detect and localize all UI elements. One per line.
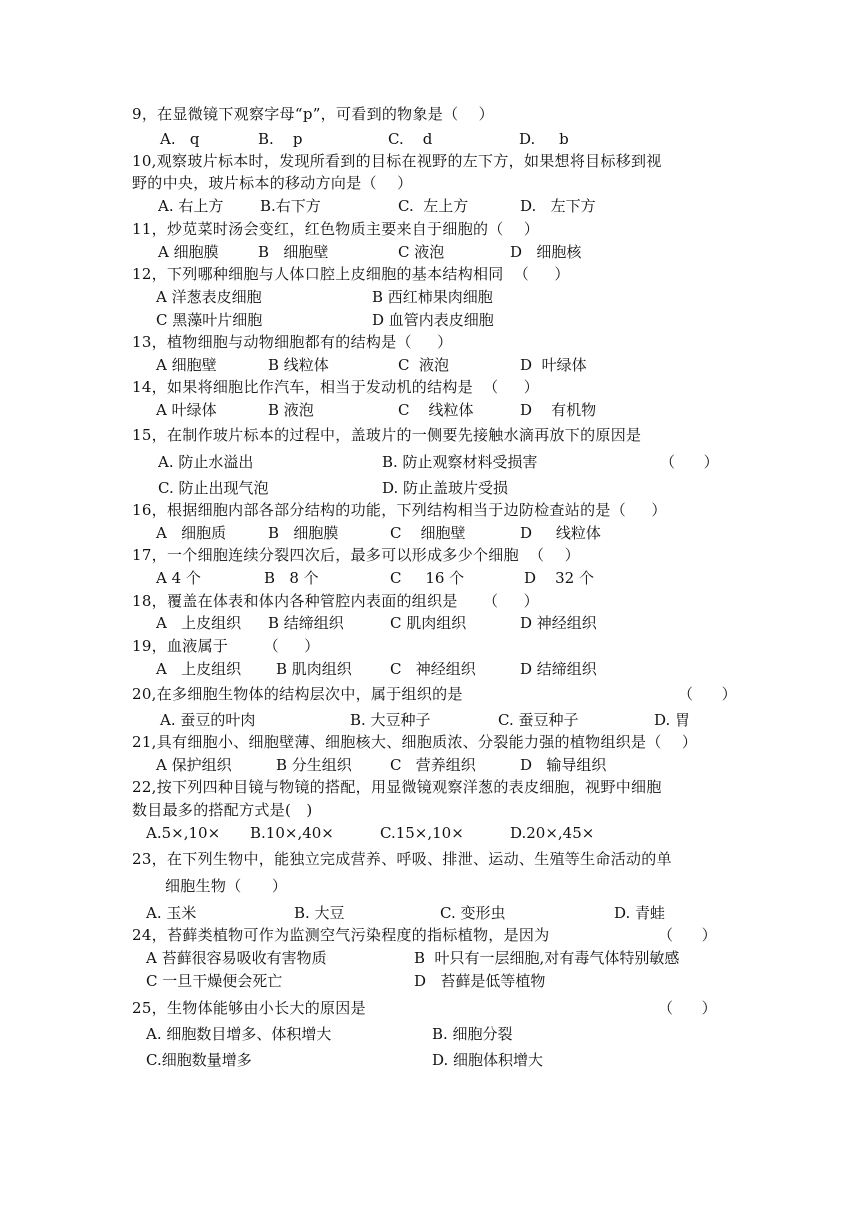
option-d: D 结缔组织 <box>520 660 597 678</box>
option-a: A 细胞质 <box>156 524 227 542</box>
option-d: D 神经组织 <box>520 614 597 632</box>
option-c: C.15×,10× <box>380 824 464 842</box>
option-d: D 细胞核 <box>510 243 582 261</box>
question-17-stem: 17，一个细胞连续分裂四次后，最多可以形成多少个细胞 （ ） <box>132 546 580 564</box>
option-b: B 叶只有一层细胞,对有毒气体特别敏感 <box>414 949 680 967</box>
option-c: C 16 个 <box>390 569 465 587</box>
option-c: C 黑藻叶片细胞 <box>156 311 263 329</box>
question-14-stem: 14，如果将细胞比作汽车，相当于发动机的结构是 （ ） <box>132 378 540 396</box>
question-20-stem: 20,在多细胞生物体的结构层次中，属于组织的是 <box>132 685 463 703</box>
answer-paren: （ ） <box>678 685 737 703</box>
option-a: A. 防止水溢出 <box>158 453 254 471</box>
option-b: B 线粒体 <box>268 356 329 374</box>
option-a: A 叶绿体 <box>156 401 217 419</box>
question-13-stem: 13，植物细胞与动物细胞都有的结构是（ ） <box>132 333 453 351</box>
option-c: C. 左上方 <box>398 197 469 215</box>
question-22-stem-cont: 数目最多的搭配方式是( ) <box>132 801 313 819</box>
option-b: B. 防止观察材料受损害 <box>382 453 538 471</box>
answer-paren: （ ） <box>660 453 719 471</box>
option-b: B 分生组织 <box>276 756 352 774</box>
question-23-stem: 23，在下列生物中，能独立完成营养、呼吸、排泄、运动、生殖等生命活动的单 <box>132 850 672 868</box>
option-c: C.细胞数量增多 <box>146 1051 252 1069</box>
option-c: C 一旦干燥便会死亡 <box>146 972 283 990</box>
option-a: A 上皮组织 <box>156 614 242 632</box>
option-c: C 液泡 <box>398 243 445 261</box>
option-d: D. b <box>519 130 569 148</box>
answer-paren: （ ） <box>658 926 717 944</box>
option-c: C. 防止出现气泡 <box>158 479 269 497</box>
option-d: D.20×,45× <box>510 824 595 842</box>
option-a: A 苔藓很容易吸收有害物质 <box>146 949 327 967</box>
option-a: A 洋葱表皮细胞 <box>156 288 262 306</box>
option-a: A 上皮组织 <box>156 660 242 678</box>
option-d: D. 细胞体积增大 <box>432 1051 544 1069</box>
question-18-stem: 18，覆盖在体表和体内各种管腔内表面的组织是 （ ） <box>132 592 539 610</box>
option-a: A. 蚕豆的叶肉 <box>160 711 256 729</box>
option-b: B 肌肉组织 <box>276 660 352 678</box>
option-d: D 输导组织 <box>520 756 607 774</box>
option-d: D 有机物 <box>520 401 597 419</box>
option-c: C. 变形虫 <box>440 904 506 922</box>
question-9-stem: 9，在显微镜下观察字母“p”，可看到的物象是（ ） <box>132 105 494 123</box>
option-b: B 8 个 <box>264 569 319 587</box>
option-b: B. 大豆 <box>294 904 345 922</box>
option-a: A 保护组织 <box>156 756 232 774</box>
option-c: C 神经组织 <box>390 660 476 678</box>
option-a: A. q <box>160 130 200 148</box>
option-c: C 肌肉组织 <box>390 614 467 632</box>
option-d: D 32 个 <box>524 569 594 587</box>
question-16-stem: 16，根据细胞内部各部分结构的功能，下列结构相当于边防检查站的是（ ） <box>132 501 667 519</box>
option-b: B. 细胞分裂 <box>432 1025 513 1043</box>
option-d: D 叶绿体 <box>520 356 587 374</box>
option-c: C. 蚕豆种子 <box>498 711 579 729</box>
option-c: C. d <box>388 130 433 148</box>
option-c: C 营养组织 <box>390 756 476 774</box>
question-10-stem: 10,观察玻片标本时，发现所看到的目标在视野的左下方，如果想将目标移到视 <box>132 152 662 170</box>
question-11-stem: 11，炒苋菜时汤会变红，红色物质主要来自于细胞的（ ） <box>132 220 540 238</box>
option-a: A 细胞膜 <box>158 243 219 261</box>
question-21-stem: 21,具有细胞小、细胞壁薄、细胞核大、细胞质浓、分裂能力强的植物组织是（ ） <box>132 733 698 751</box>
option-b: B 结缔组织 <box>268 614 344 632</box>
option-b: B. 大豆种子 <box>350 711 431 729</box>
option-a: A. 玉米 <box>146 904 197 922</box>
option-b: B 西红柿果肉细胞 <box>372 288 493 306</box>
option-c: C 液泡 <box>398 356 450 374</box>
question-12-stem: 12，下列哪种细胞与人体口腔上皮细胞的基本结构相同 （ ） <box>132 265 570 283</box>
option-c: C 线粒体 <box>398 401 474 419</box>
question-10-stem-cont: 野的中央，玻片标本的移动方向是（ ） <box>132 174 413 192</box>
option-d: D. 胃 <box>654 711 691 729</box>
option-a: A. 细胞数目增多、体积增大 <box>146 1025 332 1043</box>
option-b: B.右下方 <box>260 197 321 215</box>
option-d: D. 防止盖玻片受损 <box>382 479 509 497</box>
option-b: B 细胞壁 <box>258 243 329 261</box>
question-23-stem-cont: 细胞生物（ ） <box>165 877 288 895</box>
option-a: A.5×,10× <box>146 824 221 842</box>
option-b: B. p <box>258 130 303 148</box>
option-d: D. 左下方 <box>520 197 596 215</box>
option-d: D. 青蛙 <box>614 904 666 922</box>
answer-paren: （ ） <box>658 999 717 1017</box>
question-24-stem: 24，苔藓类植物可作为监测空气污染程度的指标植物，是因为 <box>132 926 550 944</box>
option-b: B 液泡 <box>268 401 314 419</box>
option-d: D 线粒体 <box>520 524 601 542</box>
option-d: D 苔藓是低等植物 <box>414 972 546 990</box>
option-a: A. 右上方 <box>158 197 224 215</box>
question-15-stem: 15，在制作玻片标本的过程中，盖玻片的一侧要先接触水滴再放下的原因是 <box>132 426 642 444</box>
option-b: B 细胞膜 <box>268 524 339 542</box>
question-19-stem: 19，血液属于 （ ） <box>132 637 320 655</box>
option-a: A 细胞壁 <box>156 356 217 374</box>
option-d: D 血管内表皮细胞 <box>372 311 494 329</box>
option-b: B.10×,40× <box>250 824 334 842</box>
option-a: A 4 个 <box>156 569 201 587</box>
option-c: C 细胞壁 <box>390 524 466 542</box>
question-22-stem: 22,按下列四种目镜与物镜的搭配，用显微镜观察洋葱的表皮细胞，视野中细胞 <box>132 778 662 796</box>
question-25-stem: 25，生物体能够由小长大的原因是 <box>132 999 366 1017</box>
